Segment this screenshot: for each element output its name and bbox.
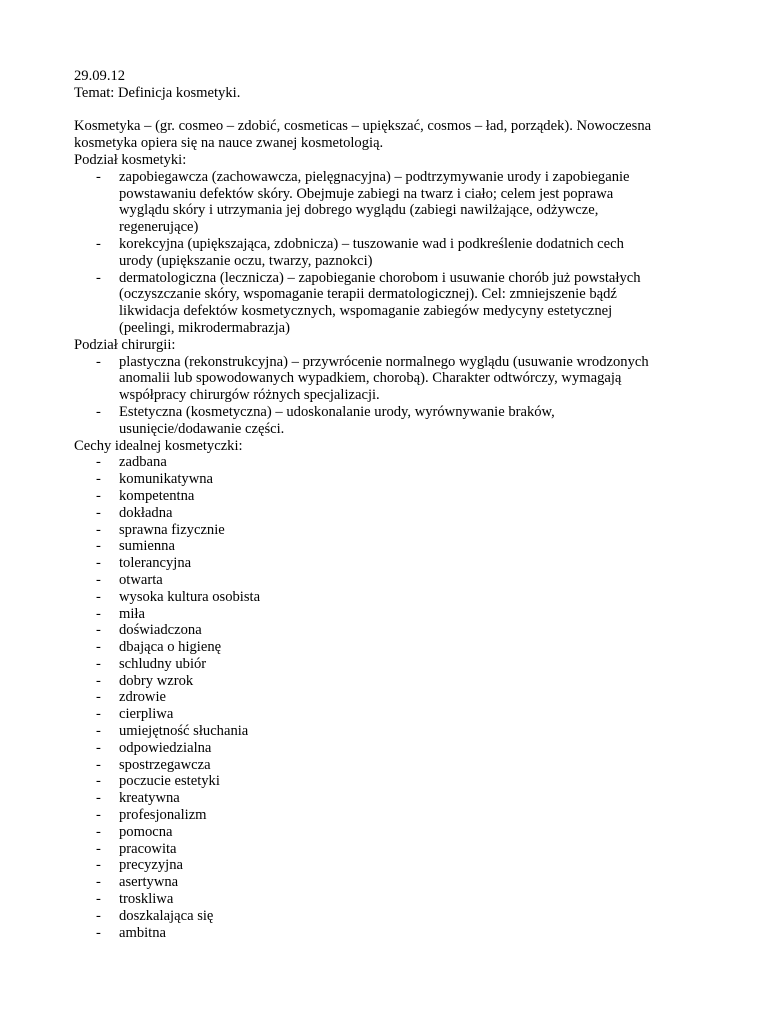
list-item: [74, 639, 704, 656]
trait-text: komunikatywna: [119, 471, 214, 488]
list-item: [74, 689, 704, 706]
traits-heading: Cechy idealnej kosmetyczki:: [74, 437, 243, 454]
trait-text: kompetentna: [119, 487, 195, 504]
list-item: [74, 471, 704, 488]
document-date: 29.09.12: [74, 68, 126, 84]
trait-text: doszkalająca się: [119, 907, 214, 924]
trait-text: umiejętność słuchania: [119, 723, 249, 740]
trait-text: miła: [119, 605, 145, 622]
list-item-line: korekcyjna (upiększająca, zdobnicza) – tuszowanie wad i podkreślenie dodatnich cech: [119, 235, 624, 252]
list-item-line: anomalii lub spowodowanych wypadkiem, chorobą). Charakter odtwórczy, wymagają: [119, 370, 622, 387]
dash-bullet: -: [96, 924, 101, 941]
trait-text: otwarta: [119, 571, 163, 588]
surgery-list: [74, 354, 704, 438]
trait-text: sprawna fizycznie: [119, 521, 225, 538]
trait-text: spostrzegawcza: [119, 756, 211, 773]
list-item: [74, 656, 704, 673]
list-item-line: regenerujące): [119, 219, 199, 236]
definition-line: kosmetyka opiera się na nauce zwanej kosmetologią.: [74, 135, 384, 152]
dash-bullet: -: [96, 773, 101, 790]
dash-bullet: -: [96, 874, 101, 891]
dash-bullet: -: [96, 790, 101, 807]
trait-text: poczucie estetyki: [119, 773, 220, 790]
list-item: [74, 538, 704, 555]
list-item: [74, 790, 704, 807]
list-item-line: urody (upiększanie oczu, twarzy, paznokci): [119, 252, 373, 269]
list-item: [74, 505, 704, 522]
trait-text: cierpliwa: [119, 706, 174, 723]
list-item: [74, 807, 704, 824]
dash-bullet: -: [96, 571, 101, 588]
trait-text: pomocna: [119, 823, 173, 840]
dash-bullet: -: [96, 857, 101, 874]
trait-text: doświadczona: [119, 622, 202, 639]
trait-text: tolerancyjna: [119, 555, 192, 572]
list-item: [74, 404, 704, 438]
list-item: [74, 236, 704, 270]
trait-text: zadbana: [119, 454, 167, 471]
blank-line: [74, 102, 704, 119]
dash-bullet: -: [96, 807, 101, 824]
dash-bullet: -: [96, 353, 101, 370]
list-item-line: wyglądu skóry i utrzymania jej dobrego wyglądu (zabiegi nawilżające, odżywcze,: [119, 202, 599, 219]
dash-bullet: -: [96, 454, 101, 471]
trait-text: dobry wzrok: [119, 672, 194, 689]
dash-bullet: -: [96, 504, 101, 521]
dash-bullet: -: [96, 487, 101, 504]
dash-bullet: -: [96, 655, 101, 672]
dash-bullet: -: [96, 723, 101, 740]
trait-text: troskliwa: [119, 891, 174, 908]
dash-bullet: -: [96, 538, 101, 555]
list-item: [74, 169, 704, 236]
trait-text: odpowiedzialna: [119, 739, 212, 756]
dash-bullet: -: [96, 622, 101, 639]
list-item: [74, 925, 704, 942]
definition-line: Kosmetyka – (gr. cosmeo – zdobić, cosmeticas – upiększać, cosmos – ład, porządek). Nowoczesna: [74, 118, 652, 135]
dash-bullet: -: [96, 555, 101, 572]
traits-list: [74, 454, 704, 941]
dash-bullet: -: [96, 168, 101, 185]
list-item-line: (peelingi, mikrodermabrazja): [119, 319, 290, 336]
surgery-heading: Podział chirurgii:: [74, 336, 176, 353]
list-item: [74, 354, 704, 404]
list-item: [74, 841, 704, 858]
dash-bullet: -: [96, 403, 101, 420]
trait-text: asertywna: [119, 874, 179, 891]
dash-bullet: -: [96, 269, 101, 286]
list-item: [74, 723, 704, 740]
dash-bullet: -: [96, 605, 101, 622]
list-item: [74, 824, 704, 841]
trait-text: pracowita: [119, 840, 177, 857]
division-heading: Podział kosmetyki:: [74, 151, 187, 168]
list-item-line: powstawaniu defektów skóry. Obejmuje zabiegi na twarz i ciało; celem jest poprawa: [119, 185, 614, 202]
list-item-line: współpracy chirurgów różnych specjalizacji.: [119, 387, 380, 404]
list-item: [74, 555, 704, 572]
trait-text: sumienna: [119, 538, 175, 555]
dash-bullet: -: [96, 588, 101, 605]
list-item: [74, 908, 704, 925]
list-item: [74, 773, 704, 790]
list-item: [74, 673, 704, 690]
list-item-line: Estetyczna (kosmetyczna) – udoskonalanie urody, wyrównywanie braków,: [119, 403, 555, 420]
trait-text: schludny ubiór: [119, 655, 207, 672]
trait-text: dbająca o higienę: [119, 639, 222, 656]
list-item: [74, 891, 704, 908]
trait-text: profesjonalizm: [119, 807, 207, 824]
list-item: [74, 874, 704, 891]
list-item: [74, 270, 704, 337]
list-item: [74, 589, 704, 606]
trait-text: dokładna: [119, 504, 173, 521]
dash-bullet: -: [96, 907, 101, 924]
definition-paragraph: [74, 118, 704, 152]
dash-bullet: -: [96, 639, 101, 656]
dash-bullet: -: [96, 471, 101, 488]
trait-text: wysoka kultura osobista: [119, 588, 261, 605]
dash-bullet: -: [96, 521, 101, 538]
trait-text: ambitna: [119, 924, 167, 941]
dash-bullet: -: [96, 235, 101, 252]
trait-text: kreatywna: [119, 790, 180, 807]
list-item-line: (oczyszczanie skóry, wspomaganie terapii dermatologicznej). Cel: zmniejszenie bądź: [119, 286, 617, 303]
list-item: [74, 488, 704, 505]
list-item-line: plastyczna (rekonstrukcyjna) – przywrócenie normalnego wyglądu (usuwanie wrodzonych: [119, 353, 649, 370]
list-item: [74, 857, 704, 874]
list-item: [74, 706, 704, 723]
list-item-line: usunięcie/dodawanie części.: [119, 420, 285, 437]
list-item: [74, 622, 704, 639]
dash-bullet: -: [96, 706, 101, 723]
list-item-line: zapobiegawcza (zachowawcza, pielęgnacyjna) – podtrzymywanie urody i zapobieganie: [119, 168, 630, 185]
document-topic: Temat: Definicja kosmetyki.: [74, 84, 241, 101]
dash-bullet: -: [96, 891, 101, 908]
list-item: [74, 757, 704, 774]
document-page: [74, 68, 704, 941]
dash-bullet: -: [96, 840, 101, 857]
dash-bullet: -: [96, 739, 101, 756]
dash-bullet: -: [96, 672, 101, 689]
division-list: [74, 169, 704, 337]
list-item-line: dermatologiczna (lecznicza) – zapobieganie chorobom i usuwanie chorób już powstałych: [119, 269, 641, 286]
list-item: [74, 522, 704, 539]
list-item: [74, 606, 704, 623]
list-item: [74, 740, 704, 757]
trait-text: zdrowie: [119, 689, 167, 706]
dash-bullet: -: [96, 689, 101, 706]
dash-bullet: -: [96, 823, 101, 840]
trait-text: precyzyjna: [119, 857, 184, 874]
list-item: [74, 454, 704, 471]
list-item-line: likwidacja defektów kosmetycznych, wspomaganie zabiegów medycyny estetycznej: [119, 303, 613, 320]
list-item: [74, 572, 704, 589]
dash-bullet: -: [96, 756, 101, 773]
